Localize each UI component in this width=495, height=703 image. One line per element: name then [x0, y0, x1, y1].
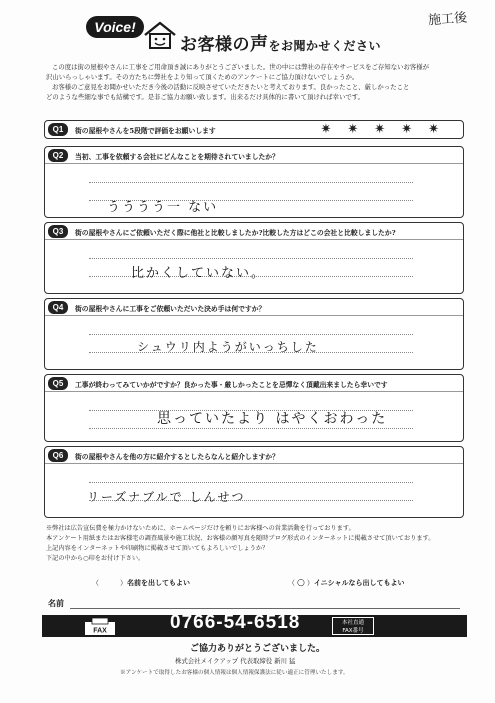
- intro-line: お客様のご意見をお聞かせいただき今後の活動に反映させていただきたいと考えております。良かったこと、厳しかったこと: [52, 83, 410, 91]
- option-initials[interactable]: （ ○ ）イニシャルなら出してもよい: [288, 578, 405, 588]
- question-box-q4: [44, 298, 464, 370]
- star-icon: ✷: [401, 122, 413, 137]
- option-initials-label: イニシャルなら出してもよい: [313, 578, 405, 587]
- question-number: Q1: [48, 123, 68, 136]
- publication-notes: [46, 524, 466, 564]
- fax-machine-icon: [84, 617, 116, 636]
- question-header: [45, 375, 463, 392]
- question-number: Q5: [48, 377, 68, 390]
- fax-icon-label: FAX: [93, 627, 107, 635]
- question-text: 街の屋根やさんに工事をご依頼いただいた決め手は何ですか？: [75, 305, 266, 313]
- smiling-house-icon: [143, 20, 177, 50]
- question-box-q2: [44, 146, 464, 218]
- answer-guide-line: [89, 182, 413, 183]
- fax-tag-line: 本社直通: [341, 620, 364, 626]
- star-icon: ✷: [374, 122, 386, 137]
- thanks-message: ご協力ありがとうございました。: [190, 644, 326, 654]
- answer-area: [45, 464, 463, 518]
- note-line: 本アンケート用紙またはお客様宅の調査風景や施工状況、お客様の顔写真を随時ブログ形式のインターネットに掲載させて頂いております。: [46, 535, 435, 542]
- handwritten-answer: リーズナブルで しんせつ: [87, 490, 246, 504]
- answer-area: [45, 164, 463, 218]
- note-line: 下記の中から○印をお付け下さい。: [46, 555, 145, 562]
- intro-text: [46, 62, 456, 102]
- option-full-name[interactable]: （ ）名前を出してもよい: [92, 578, 190, 587]
- handwritten-corner-note: 施工後: [427, 10, 468, 29]
- note-line: ※弊社は広告宣伝費を極力かけないために、ホームページだけを頼りにお客様への営業活動を行っております。: [46, 525, 355, 532]
- question-text: 街の屋根やさんを他の方に紹介するとしたらなんと紹介しますか？: [75, 453, 279, 461]
- fax-number: 0766-54-6518: [170, 612, 301, 633]
- question-box-q3: [44, 222, 464, 294]
- rating-stars: [320, 121, 439, 138]
- handwritten-answer: シュウリ内ようがいっちした: [137, 340, 319, 354]
- answer-area: [45, 316, 463, 370]
- question-header: [45, 223, 463, 240]
- question-header: [45, 299, 463, 316]
- answer-area: [45, 240, 463, 294]
- star-icon: ✷: [428, 122, 439, 137]
- question-text: 街の屋根やさんを5段階で評価をお願いします: [75, 127, 216, 135]
- title-part-c: をお聞かせください: [268, 39, 382, 53]
- voice-badge: Voice!: [86, 16, 144, 38]
- intro-line: 沢山いらっしゃいます。その方たちに弊社をより知って頂くためのアンケートにご協力頂けないでしょうか。: [46, 73, 359, 81]
- handwritten-answer: 思っていたより はやくおわった: [157, 411, 388, 427]
- page-title: [180, 30, 381, 56]
- question-header: [45, 147, 463, 164]
- answer-guide-line: [89, 482, 413, 483]
- name-disclosure-options: [52, 578, 472, 591]
- intro-line: どのような些細な事でも結構です。是非ご協力お願い致します。出来るだけ具体的に書いて頂ければ幸いです。: [46, 93, 364, 101]
- privacy-note: ※アンケートで取得したお客様の個人情報は個人情報保護法に従い適正に管理いたします。: [120, 670, 349, 676]
- answer-guide-line: [89, 428, 413, 429]
- answer-area: [45, 392, 463, 442]
- title-part-a: お客様の: [180, 35, 250, 55]
- note-line: 上記内容をインターネットや印刷物に掲載させて頂いてもよろしいでしょうか？: [46, 545, 269, 552]
- star-icon: ✷: [347, 122, 359, 137]
- question-box-q1: [44, 120, 464, 139]
- question-number: Q4: [48, 301, 68, 314]
- question-number: Q3: [48, 225, 68, 238]
- title-part-b: 声: [250, 34, 269, 55]
- circle-mark: ○: [297, 578, 305, 588]
- question-text: 工事が終わってみていかがですか？良かった事・厳しかったことを忌憚なく頂戴出来ましたら幸いです: [75, 381, 388, 389]
- company-name: 株式会社メイクアップ 代表取締役 新川 猛: [175, 657, 296, 665]
- question-text: 当初、工事を依頼する会社にどんなことを期待されていましたか？: [75, 153, 279, 161]
- name-label: 名前: [48, 598, 64, 608]
- fax-direct-tag: [332, 617, 374, 635]
- question-text: 街の屋根やさんにご依頼いただく際に他社と比較しましたか?比較した方はどこの会社と比較しましたか?: [75, 229, 396, 237]
- option-full-name-label: 名前を出してもよい: [127, 578, 190, 587]
- question-header: [45, 121, 463, 138]
- question-box-q5: [44, 374, 464, 442]
- handwritten-answer: 比かくしていない。: [131, 266, 267, 281]
- handwritten-answer: うううう一 ない: [107, 200, 219, 215]
- question-number: Q6: [48, 449, 68, 462]
- fax-tag-line: FAX番号: [342, 628, 364, 634]
- question-number: Q2: [48, 149, 68, 162]
- name-input-line[interactable]: [70, 608, 460, 609]
- intro-line: この度は街の屋根やさんに工事をご用命頂き誠にありがとうございました。世の中には弊社の存在やサービスをご存知ないお客様が: [52, 63, 430, 71]
- star-icon: ✷: [320, 122, 332, 137]
- question-box-q6: [44, 446, 464, 518]
- answer-guide-line: [89, 334, 413, 335]
- question-header: [45, 447, 463, 464]
- answer-guide-line: [89, 258, 413, 259]
